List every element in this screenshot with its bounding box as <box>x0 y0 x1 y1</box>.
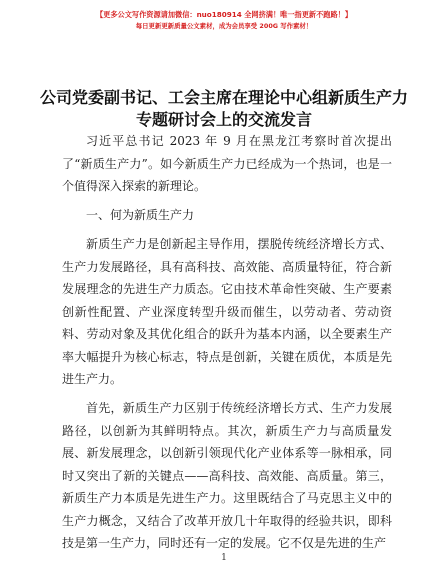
paragraph-intro: 习近平总书记 2023 年 9 月在黑龙江考察时首次提出了“新质生产力”。如今新质生产力已经成为一个热词，也是一个值得深入探索的新理论。 <box>62 134 392 193</box>
document-title: 公司党委副书记、工会主席在理论中心组新质生产力专题研讨会上的交流发言 <box>40 88 409 129</box>
paragraph-analysis: 首先，新质生产力区别于传统经济增长方式、生产力发展路径，以创新为其鲜明特点。其次，新质生产力与高质量发展、新发展理念，以创新引领现代化产业体系等一脉相承，同时又突出了新的关键点——高科技、高效能、高质量。第三，新质生产力本质是先进生产力。这里既结合了马克思主义中的生产力概念，又结合了改革开放几十年取得的经验共识，即科技是第一生产力，同时还有一定的发展。它不仅是先进的生产 <box>62 401 392 550</box>
promo-banner-line-1: 【更多公文写作资源请加微信：nuo180914 全网挤满！唯一指更新不跑路！】 <box>95 10 353 19</box>
paragraph-definition: 新质生产力是创新起主导作用，摆脱传统经济增长方式、生产力发展路径，具有高科技、高效能、高质量特征，符合新发展理念的先进生产力质态。它由技术革命性突破、生产要素创新性配置、产业深度转型升级而催生，以劳动者、劳动资料、劳动对象及其优化组合的跃升为基本内涵，以全要素生产率大幅提升为核心标志，特点是创新，关键在质优，本质是先进生产力。 <box>62 237 392 386</box>
page-number: 1 <box>221 553 227 563</box>
document-body <box>62 130 392 561</box>
promo-banner <box>0 9 448 32</box>
section-heading: 一、何为新质生产力 <box>86 208 195 222</box>
promo-banner-line-2: 每日更新更新质量公文素材，成为会员享受 200G 写作素材！ <box>135 22 313 30</box>
